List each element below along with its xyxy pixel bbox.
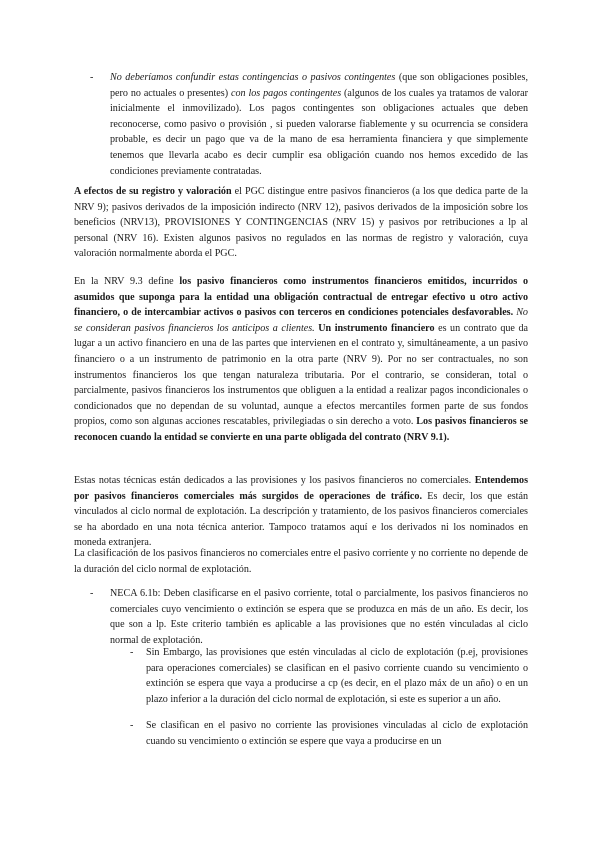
sublist-dash: -: [130, 720, 134, 731]
subbullet-provisiones-corriente: Sin Embargo, las provisiones que estén vinculadas al ciclo de explotación (p.ej, provisiones para operaciones comerciales) se clasifican en el pasivo corriente cuando su vencimiento o extinción se espera que vaya a producirse a cp (es decir, en el plazo máx de un año) o en un plazo inferior a la duración del ciclo normal de explotación, si este es superior a un año.: [146, 647, 528, 705]
emphasis-text: con los pagos contingentes: [230, 87, 342, 99]
body-text: (algunos de los cuales ya tratamos de valorar inicialmente el inmovilizado). Los pagos contingentes son obligaciones actuales que deben reconocerse, como pasivo o provisión , si pueden valorarse fiablemente y su ocurrencia se considera probable, es decir un pago que va de la mano de esa herramienta financiera y que simplemente tenemos que llevarla acabo es decir cumplir esa obligación cuando nos hemos excedido de las condiciones previamente contratadas.: [110, 87, 528, 177]
bold-text: Un instrumento financiero: [314, 322, 435, 334]
paragraph-clasificacion: La clasificación de los pasivos financieros no comerciales entre el pasivo corriente y no corriente no depende de la duración del ciclo normal de explotación.: [74, 548, 528, 575]
body-text: (que son obligaciones posibles, pero no actuales o presentes): [110, 72, 528, 99]
bold-text: A efectos de su registro y valoración: [74, 186, 232, 197]
body-text: el PGC distingue entre pasivos financieros (a los que dedica parte de la NRV 9); pasivos derivados de la imposición indirecto (NRV 12), pasivos derivados de la imposición sobre los beneficios (NRV13), PROVISIONES Y CONTINGENCIAS (NRV 15) y pasivos por retribuciones a lp al personal (NRV 16). Existen algunos pasivos no regulados en las normas de registro y valoración, cuya valoración normalmente aborda el PGC.: [74, 186, 529, 260]
list-dash: -: [90, 588, 94, 599]
paragraph-notas-tecnicas: [74, 473, 528, 551]
body-text: En la NRV 9.3 define: [74, 276, 180, 287]
paragraph-contingencias: [110, 70, 528, 179]
bold-text: Entendemos por pasivos financieros comerciales más surgidos de operaciones de tráfico.: [74, 475, 528, 502]
subbullet-provisiones-no-corriente: Se clasifican en el pasivo no corriente las provisiones vinculadas al ciclo de explotación cuando su vencimiento o extinción se espere que vaya a producirse en un: [146, 720, 528, 747]
paragraph-registro-valoracion: [74, 184, 528, 262]
emphasis-text: No se consideran pasivos financieros los anticipos a clientes.: [74, 307, 528, 334]
paragraph-nrv-definicion: [74, 274, 528, 446]
body-text: Estas notas técnicas están dedicados a las provisiones y los pasivos financieros no comerciales.: [74, 475, 475, 486]
sublist-dash: -: [130, 647, 134, 658]
emphasis-text: No deberíamos confundir estas contingencias o pasivos contingentes: [110, 72, 396, 83]
bold-text: Los pasivos financieros se reconocen cuando la entidad se convierte en una parte obligada del contrato (NRV 9.1).: [74, 416, 529, 443]
body-text: Es decir, los que están vinculados al ciclo normal de explotación. La descripción y tratamiento, de los pasivos financieros comerciales se ha abordado en una nota técnica anterior. Tampoco tratamos aquí e los derivados ni los nominados en moneda extranjera.: [74, 490, 528, 549]
bullet-neca: NECA 6.1b: Deben clasificarse en el pasivo corriente, total o parcialmente, los pasivos financieros no comerciales cuyo vencimiento o extinción se espera que se produzca en más de un año. Es decir, los que son a lp. Este criterio también es aplicable a las provisiones que no estén vinculadas al ciclo normal de explotación.: [110, 588, 528, 646]
body-text: es un contrato que da lugar a un activo financiero en una de las partes que intervienen en el contrato y, simultáneamente, a un pasivo financiero o a un instrumento de patrimonio en la otra parte (NRV 9). Por no ser contractuales, no son instrumentos financieros los que tengan naturaleza tributaria. Por el contrario, se consideran, total o parcialmente, pasivos financieros los instrumentos que obliguen a la entidad a realizar pagos incondicionales o condicionados que no dependan de su voluntad, aunque a efectos mercantiles formen parte de sus fondos propios, como son algunas acciones rescatables, privilegiadas o sin derecho a voto.: [74, 322, 528, 428]
list-dash: -: [90, 72, 94, 83]
bold-text: los pasivo financieros como instrumentos financieros emitidos, incurridos o asumidos que suponga para la entidad una obligación contractual de entregar efectivo u otro activo financiero, o de intercambiar activos o pasivos con terceros en condiciones potenciales desfavorables.: [74, 276, 528, 319]
